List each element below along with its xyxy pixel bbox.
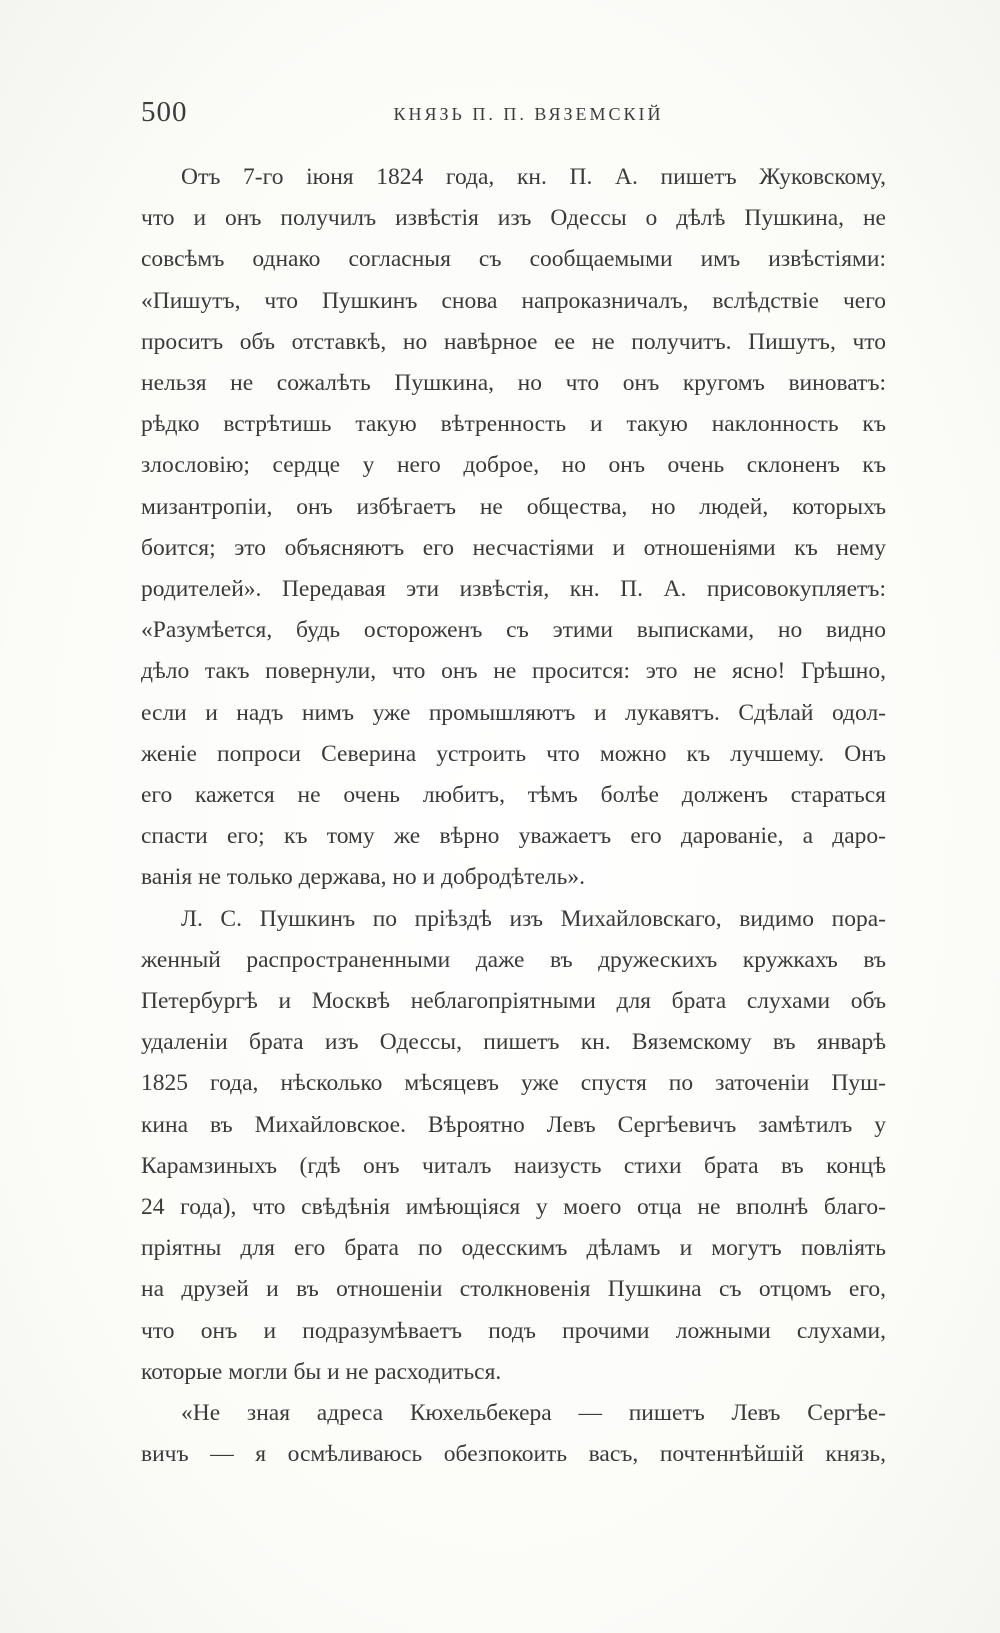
text-line: на друзей и въ отношеніи столкновенія Пушкина съ отцомъ его, bbox=[141, 1276, 886, 1303]
text-line: Л. С. Пушкинъ по пріѣздѣ изъ Михайловскаго, видимо пора- bbox=[181, 905, 886, 932]
text-line: удаленіи брата изъ Одессы, пишетъ кн. Вяземскому въ январѣ bbox=[141, 1029, 886, 1056]
text-line: кина въ Михайловское. Вѣроятно Левъ Сергѣевичъ замѣтилъ у bbox=[141, 1111, 886, 1138]
text-line: «Пишутъ, что Пушкинъ снова напроказничалъ, вслѣдствіе чего bbox=[141, 287, 886, 314]
text-line: совсѣмъ однако согласныя съ сообщаемыми имъ извѣстіями: bbox=[141, 246, 886, 273]
text-line: дѣло такъ повернули, что онъ не просится: это не ясно! Грѣшно, bbox=[141, 658, 886, 685]
page-number: 500 bbox=[141, 96, 188, 128]
paragraph bbox=[141, 157, 886, 899]
text-line: «Разумѣется, будь остороженъ съ этими выписками, но видно bbox=[141, 617, 886, 644]
text-line: Петербургѣ и Москвѣ неблагопріятными для брата слухами объ bbox=[141, 988, 886, 1015]
paragraph bbox=[141, 899, 886, 1393]
text-line: что онъ и подразумѣваетъ подъ прочими ложными слухами, bbox=[141, 1317, 886, 1344]
text-line: если и надъ нимъ уже промышляютъ и лукавятъ. Сдѣлай одол- bbox=[141, 699, 886, 726]
text-line: женный распространенными даже въ дружескихъ кружкахъ въ bbox=[141, 946, 886, 973]
text-line: ванія не только держава, но и добродѣтель». bbox=[141, 864, 585, 891]
text-line: Карамзиныхъ (гдѣ онъ читалъ наизусть стихи брата въ концѣ bbox=[141, 1152, 886, 1179]
text-line: проситъ объ отставкѣ, но навѣрное ее не получитъ. Пишутъ, что bbox=[141, 328, 886, 355]
text-line: боится; это объясняютъ его несчастіями и отношеніями къ нему bbox=[141, 534, 886, 561]
text-line: 1825 года, нѣсколько мѣсяцевъ уже спустя по заточеніи Пуш- bbox=[141, 1070, 886, 1097]
text-line: что и онъ получилъ извѣстія изъ Одессы о дѣлѣ Пушкина, не bbox=[141, 205, 886, 232]
text-line: злословію; сердце у него доброе, но онъ очень склоненъ къ bbox=[141, 452, 886, 479]
body-text bbox=[141, 157, 886, 1476]
text-line: женіе попроси Северина устроить что можно къ лучшему. Онъ bbox=[141, 740, 886, 767]
paragraph bbox=[141, 1393, 886, 1475]
text-line: вичъ — я осмѣливаюсь обезпокоить васъ, почтеннѣйшій князь, bbox=[141, 1441, 886, 1468]
text-line: родителей». Передавая эти извѣстія, кн. П. А. присовокупляетъ: bbox=[141, 576, 886, 603]
running-head: КНЯЗЬ П. П. ВЯЗЕМСКІЙ bbox=[393, 104, 664, 124]
text-line: рѣдко встрѣтишь такую вѣтренность и такую наклонность къ bbox=[141, 411, 886, 438]
text-line: нельзя не сожалѣть Пушкина, но что онъ кругомъ виноватъ: bbox=[141, 370, 886, 397]
text-line: 24 года), что свѣдѣнія имѣющіяся у моего отца не вполнѣ благо- bbox=[141, 1194, 886, 1221]
page-header bbox=[141, 96, 886, 136]
text-line: пріятны для его брата по одесскимъ дѣламъ и могутъ повліять bbox=[141, 1235, 886, 1262]
text-line: мизантропіи, онъ избѣгаетъ не общества, но людей, которыхъ bbox=[141, 493, 886, 520]
text-line: Отъ 7-го іюня 1824 года, кн. П. А. пишетъ Жуковскому, bbox=[181, 164, 886, 190]
text-line: спасти его; къ тому же вѣрно уважаетъ его дарованіе, а даро- bbox=[141, 823, 886, 850]
text-line: которые могли бы и не расходиться. bbox=[141, 1358, 502, 1385]
text-line: его кажется не очень любитъ, тѣмъ болѣе долженъ стараться bbox=[141, 782, 886, 809]
text-line: «Не зная адреса Кюхельбекера — пишетъ Левъ Сергѣе- bbox=[181, 1400, 886, 1427]
